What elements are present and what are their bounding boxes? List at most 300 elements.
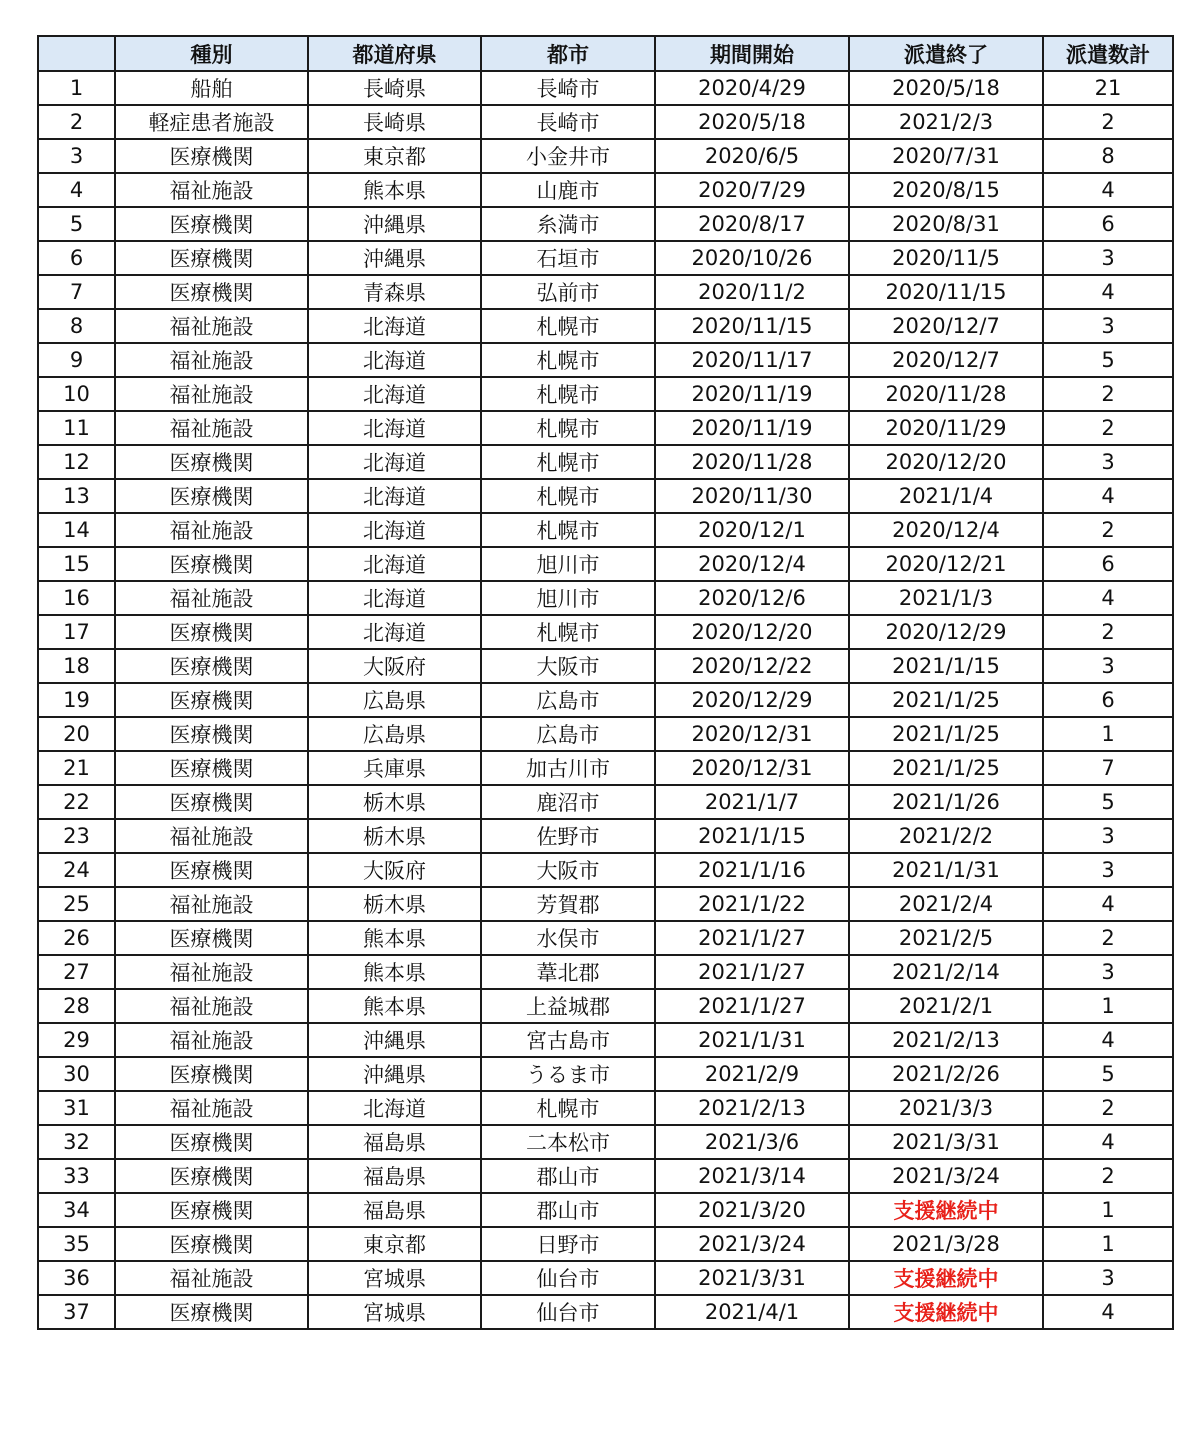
prefecture: 沖縄県 [308, 207, 481, 241]
row-number: 12 [38, 445, 115, 479]
start-date: 2020/11/19 [655, 377, 849, 411]
row-number: 13 [38, 479, 115, 513]
city: 日野市 [481, 1227, 655, 1261]
city: 石垣市 [481, 241, 655, 275]
start-date: 2020/12/4 [655, 547, 849, 581]
row-number: 10 [38, 377, 115, 411]
prefecture: 沖縄県 [308, 1023, 481, 1057]
facility-type: 医療機関 [115, 615, 308, 649]
dispatch-count: 6 [1043, 207, 1173, 241]
row-number: 14 [38, 513, 115, 547]
dispatch-count: 2 [1043, 513, 1173, 547]
prefecture: 大阪府 [308, 649, 481, 683]
row-number: 5 [38, 207, 115, 241]
table-row [38, 411, 1173, 445]
table-row [38, 989, 1173, 1023]
city: 郡山市 [481, 1159, 655, 1193]
table-row [38, 853, 1173, 887]
dispatch-count: 2 [1043, 1091, 1173, 1125]
start-date: 2020/11/2 [655, 275, 849, 309]
row-number: 34 [38, 1193, 115, 1227]
facility-type: 福祉施設 [115, 411, 308, 445]
row-number: 8 [38, 309, 115, 343]
table-row [38, 71, 1173, 105]
city: 大阪市 [481, 649, 655, 683]
table-row [38, 1125, 1173, 1159]
end-date: 2021/1/15 [849, 649, 1043, 683]
city: 旭川市 [481, 581, 655, 615]
dispatch-count: 2 [1043, 615, 1173, 649]
table-row [38, 207, 1173, 241]
end-date: 2020/11/15 [849, 275, 1043, 309]
city: 上益城郡 [481, 989, 655, 1023]
start-date: 2021/3/24 [655, 1227, 849, 1261]
row-number: 2 [38, 105, 115, 139]
prefecture: 北海道 [308, 581, 481, 615]
city: 葦北郡 [481, 955, 655, 989]
end-date: 2021/1/26 [849, 785, 1043, 819]
end-date: 2021/2/3 [849, 105, 1043, 139]
dispatch-count: 2 [1043, 411, 1173, 445]
prefecture: 沖縄県 [308, 1057, 481, 1091]
end-date: 支援継続中 [849, 1261, 1043, 1295]
start-date: 2020/12/22 [655, 649, 849, 683]
start-date: 2020/11/28 [655, 445, 849, 479]
facility-type: 福祉施設 [115, 377, 308, 411]
start-date: 2020/11/17 [655, 343, 849, 377]
prefecture: 兵庫県 [308, 751, 481, 785]
start-date: 2021/1/27 [655, 989, 849, 1023]
end-date: 2021/2/13 [849, 1023, 1043, 1057]
dispatch-count: 4 [1043, 1295, 1173, 1329]
row-number: 3 [38, 139, 115, 173]
table-row [38, 683, 1173, 717]
end-date: 2020/12/7 [849, 309, 1043, 343]
start-date: 2021/1/22 [655, 887, 849, 921]
dispatch-count: 4 [1043, 275, 1173, 309]
end-date: 2021/1/25 [849, 751, 1043, 785]
end-date: 2020/12/7 [849, 343, 1043, 377]
dispatch-count: 4 [1043, 1023, 1173, 1057]
start-date: 2020/12/20 [655, 615, 849, 649]
start-date: 2021/3/31 [655, 1261, 849, 1295]
table-body [38, 71, 1173, 1329]
prefecture: 北海道 [308, 309, 481, 343]
table-row [38, 1159, 1173, 1193]
city: 旭川市 [481, 547, 655, 581]
prefecture: 熊本県 [308, 921, 481, 955]
table-row [38, 479, 1173, 513]
facility-type: 福祉施設 [115, 955, 308, 989]
dispatch-count: 6 [1043, 683, 1173, 717]
city: 長崎市 [481, 71, 655, 105]
dispatch-count: 21 [1043, 71, 1173, 105]
prefecture: 長崎県 [308, 105, 481, 139]
dispatch-count: 5 [1043, 785, 1173, 819]
city: 札幌市 [481, 343, 655, 377]
table-row [38, 173, 1173, 207]
table-row [38, 309, 1173, 343]
facility-type: 医療機関 [115, 241, 308, 275]
table-row [38, 1023, 1173, 1057]
facility-type: 船舶 [115, 71, 308, 105]
prefecture: 東京都 [308, 1227, 481, 1261]
facility-type: 医療機関 [115, 921, 308, 955]
city: 札幌市 [481, 615, 655, 649]
city: 札幌市 [481, 479, 655, 513]
prefecture: 栃木県 [308, 887, 481, 921]
facility-type: 医療機関 [115, 1295, 308, 1329]
prefecture: 福島県 [308, 1193, 481, 1227]
dispatch-count: 7 [1043, 751, 1173, 785]
end-date: 2021/2/5 [849, 921, 1043, 955]
end-date: 支援継続中 [849, 1295, 1043, 1329]
table-row [38, 649, 1173, 683]
start-date: 2021/2/9 [655, 1057, 849, 1091]
end-date: 2020/8/15 [849, 173, 1043, 207]
facility-type: 医療機関 [115, 1125, 308, 1159]
prefecture: 北海道 [308, 411, 481, 445]
row-number: 15 [38, 547, 115, 581]
facility-type: 医療機関 [115, 853, 308, 887]
facility-type: 医療機関 [115, 1227, 308, 1261]
start-date: 2020/12/31 [655, 717, 849, 751]
start-date: 2020/6/5 [655, 139, 849, 173]
facility-type: 医療機関 [115, 445, 308, 479]
start-date: 2020/7/29 [655, 173, 849, 207]
header-city: 都市 [481, 36, 655, 71]
prefecture: 広島県 [308, 683, 481, 717]
table-row [38, 1295, 1173, 1329]
dispatch-table [37, 35, 1174, 1330]
start-date: 2020/12/6 [655, 581, 849, 615]
row-number: 35 [38, 1227, 115, 1261]
city: 長崎市 [481, 105, 655, 139]
row-number: 25 [38, 887, 115, 921]
dispatch-count: 1 [1043, 1227, 1173, 1261]
city: 仙台市 [481, 1261, 655, 1295]
row-number: 19 [38, 683, 115, 717]
end-date: 2020/12/21 [849, 547, 1043, 581]
start-date: 2020/12/29 [655, 683, 849, 717]
city: 小金井市 [481, 139, 655, 173]
end-date: 2021/2/26 [849, 1057, 1043, 1091]
end-date: 2020/7/31 [849, 139, 1043, 173]
row-number: 16 [38, 581, 115, 615]
facility-type: 医療機関 [115, 1193, 308, 1227]
dispatch-count: 2 [1043, 921, 1173, 955]
facility-type: 医療機関 [115, 275, 308, 309]
dispatch-count: 3 [1043, 955, 1173, 989]
city: 宮古島市 [481, 1023, 655, 1057]
header-dispatch-count: 派遣数計 [1043, 36, 1173, 71]
end-date: 2021/1/25 [849, 683, 1043, 717]
dispatch-count: 3 [1043, 445, 1173, 479]
start-date: 2021/2/13 [655, 1091, 849, 1125]
city: 札幌市 [481, 513, 655, 547]
row-number: 28 [38, 989, 115, 1023]
header-end-date: 派遣終了 [849, 36, 1043, 71]
row-number: 24 [38, 853, 115, 887]
facility-type: 福祉施設 [115, 343, 308, 377]
table-row [38, 921, 1173, 955]
end-date: 2021/1/31 [849, 853, 1043, 887]
facility-type: 福祉施設 [115, 513, 308, 547]
prefecture: 沖縄県 [308, 241, 481, 275]
end-date: 2020/11/28 [849, 377, 1043, 411]
row-number: 20 [38, 717, 115, 751]
start-date: 2020/4/29 [655, 71, 849, 105]
facility-type: 福祉施設 [115, 1261, 308, 1295]
header-start-date: 期間開始 [655, 36, 849, 71]
row-number: 18 [38, 649, 115, 683]
row-number: 33 [38, 1159, 115, 1193]
facility-type: 福祉施設 [115, 173, 308, 207]
start-date: 2020/11/30 [655, 479, 849, 513]
prefecture: 長崎県 [308, 71, 481, 105]
table-row [38, 887, 1173, 921]
row-number: 22 [38, 785, 115, 819]
facility-type: 医療機関 [115, 479, 308, 513]
facility-type: 医療機関 [115, 1159, 308, 1193]
end-date: 2020/11/29 [849, 411, 1043, 445]
row-number: 27 [38, 955, 115, 989]
dispatch-count: 1 [1043, 717, 1173, 751]
table-row [38, 1057, 1173, 1091]
city: 札幌市 [481, 1091, 655, 1125]
start-date: 2021/1/15 [655, 819, 849, 853]
dispatch-count: 2 [1043, 105, 1173, 139]
row-number: 23 [38, 819, 115, 853]
prefecture: 北海道 [308, 343, 481, 377]
table-row [38, 819, 1173, 853]
facility-type: 福祉施設 [115, 887, 308, 921]
facility-type: 福祉施設 [115, 309, 308, 343]
city: 郡山市 [481, 1193, 655, 1227]
prefecture: 熊本県 [308, 955, 481, 989]
prefecture: 熊本県 [308, 989, 481, 1023]
prefecture: 北海道 [308, 547, 481, 581]
table-row [38, 445, 1173, 479]
city: 二本松市 [481, 1125, 655, 1159]
end-date: 2020/5/18 [849, 71, 1043, 105]
facility-type: 福祉施設 [115, 989, 308, 1023]
facility-type: 医療機関 [115, 1057, 308, 1091]
city: 水俣市 [481, 921, 655, 955]
prefecture: 栃木県 [308, 785, 481, 819]
table-row [38, 513, 1173, 547]
facility-type: 医療機関 [115, 139, 308, 173]
city: 広島市 [481, 683, 655, 717]
start-date: 2020/11/19 [655, 411, 849, 445]
dispatch-count: 4 [1043, 1125, 1173, 1159]
row-number: 36 [38, 1261, 115, 1295]
end-date: 2020/12/4 [849, 513, 1043, 547]
row-number: 31 [38, 1091, 115, 1125]
dispatch-count: 3 [1043, 241, 1173, 275]
start-date: 2021/1/16 [655, 853, 849, 887]
dispatch-count: 8 [1043, 139, 1173, 173]
city: 大阪市 [481, 853, 655, 887]
start-date: 2021/1/27 [655, 921, 849, 955]
table-row [38, 275, 1173, 309]
header-row [38, 36, 1173, 71]
row-number: 26 [38, 921, 115, 955]
end-date: 2020/12/20 [849, 445, 1043, 479]
city: うるま市 [481, 1057, 655, 1091]
dispatch-count: 1 [1043, 989, 1173, 1023]
dispatch-count: 3 [1043, 853, 1173, 887]
prefecture: 北海道 [308, 479, 481, 513]
dispatch-count: 4 [1043, 479, 1173, 513]
city: 芳賀郡 [481, 887, 655, 921]
end-date: 2020/8/31 [849, 207, 1043, 241]
dispatch-count: 2 [1043, 1159, 1173, 1193]
row-number: 1 [38, 71, 115, 105]
city: 札幌市 [481, 309, 655, 343]
prefecture: 福島県 [308, 1159, 481, 1193]
dispatch-count: 5 [1043, 1057, 1173, 1091]
table-row [38, 717, 1173, 751]
table-row [38, 547, 1173, 581]
dispatch-count: 3 [1043, 1261, 1173, 1295]
start-date: 2021/1/7 [655, 785, 849, 819]
prefecture: 熊本県 [308, 173, 481, 207]
facility-type: 福祉施設 [115, 581, 308, 615]
dispatch-count: 2 [1043, 377, 1173, 411]
table-row [38, 139, 1173, 173]
end-date: 2021/3/31 [849, 1125, 1043, 1159]
start-date: 2020/12/31 [655, 751, 849, 785]
city: 糸満市 [481, 207, 655, 241]
end-date: 2021/1/3 [849, 581, 1043, 615]
prefecture: 北海道 [308, 445, 481, 479]
city: 鹿沼市 [481, 785, 655, 819]
row-number: 32 [38, 1125, 115, 1159]
city: 山鹿市 [481, 173, 655, 207]
prefecture: 北海道 [308, 1091, 481, 1125]
end-date: 2021/2/14 [849, 955, 1043, 989]
facility-type: 福祉施設 [115, 1023, 308, 1057]
dispatch-count: 3 [1043, 309, 1173, 343]
row-number: 17 [38, 615, 115, 649]
start-date: 2021/1/27 [655, 955, 849, 989]
table-row [38, 377, 1173, 411]
start-date: 2020/8/17 [655, 207, 849, 241]
header-type: 種別 [115, 36, 308, 71]
table-row [38, 955, 1173, 989]
prefecture: 東京都 [308, 139, 481, 173]
facility-type: 医療機関 [115, 547, 308, 581]
end-date: 2020/12/29 [849, 615, 1043, 649]
prefecture: 広島県 [308, 717, 481, 751]
dispatch-count: 4 [1043, 173, 1173, 207]
dispatch-count: 4 [1043, 887, 1173, 921]
row-number: 11 [38, 411, 115, 445]
table-row [38, 1193, 1173, 1227]
prefecture: 宮城県 [308, 1295, 481, 1329]
header-number [38, 36, 115, 71]
row-number: 4 [38, 173, 115, 207]
start-date: 2021/3/20 [655, 1193, 849, 1227]
facility-type: 福祉施設 [115, 819, 308, 853]
prefecture: 北海道 [308, 377, 481, 411]
facility-type: 医療機関 [115, 207, 308, 241]
prefecture: 大阪府 [308, 853, 481, 887]
dispatch-count: 1 [1043, 1193, 1173, 1227]
facility-type: 軽症患者施設 [115, 105, 308, 139]
prefecture: 栃木県 [308, 819, 481, 853]
facility-type: 医療機関 [115, 649, 308, 683]
prefecture: 青森県 [308, 275, 481, 309]
table-row [38, 615, 1173, 649]
end-date: 2021/3/28 [849, 1227, 1043, 1261]
city: 仙台市 [481, 1295, 655, 1329]
row-number: 7 [38, 275, 115, 309]
start-date: 2020/5/18 [655, 105, 849, 139]
city: 札幌市 [481, 445, 655, 479]
facility-type: 医療機関 [115, 785, 308, 819]
end-date: 支援継続中 [849, 1193, 1043, 1227]
row-number: 9 [38, 343, 115, 377]
table-row [38, 751, 1173, 785]
table-row [38, 343, 1173, 377]
facility-type: 福祉施設 [115, 1091, 308, 1125]
start-date: 2020/11/15 [655, 309, 849, 343]
start-date: 2020/12/1 [655, 513, 849, 547]
dispatch-count: 3 [1043, 649, 1173, 683]
end-date: 2021/2/1 [849, 989, 1043, 1023]
end-date: 2021/2/2 [849, 819, 1043, 853]
dispatch-count: 3 [1043, 819, 1173, 853]
facility-type: 医療機関 [115, 717, 308, 751]
city: 弘前市 [481, 275, 655, 309]
row-number: 37 [38, 1295, 115, 1329]
end-date: 2020/11/5 [849, 241, 1043, 275]
table-row [38, 241, 1173, 275]
table-row [38, 105, 1173, 139]
facility-type: 医療機関 [115, 683, 308, 717]
start-date: 2021/1/31 [655, 1023, 849, 1057]
end-date: 2021/1/4 [849, 479, 1043, 513]
city: 加古川市 [481, 751, 655, 785]
city: 札幌市 [481, 411, 655, 445]
row-number: 6 [38, 241, 115, 275]
end-date: 2021/1/25 [849, 717, 1043, 751]
dispatch-count: 5 [1043, 343, 1173, 377]
city: 札幌市 [481, 377, 655, 411]
table-row [38, 1091, 1173, 1125]
start-date: 2021/4/1 [655, 1295, 849, 1329]
row-number: 30 [38, 1057, 115, 1091]
end-date: 2021/3/3 [849, 1091, 1043, 1125]
start-date: 2021/3/6 [655, 1125, 849, 1159]
row-number: 29 [38, 1023, 115, 1057]
table-row [38, 581, 1173, 615]
facility-type: 医療機関 [115, 751, 308, 785]
table-header [38, 36, 1173, 71]
prefecture: 宮城県 [308, 1261, 481, 1295]
prefecture: 北海道 [308, 513, 481, 547]
end-date: 2021/2/4 [849, 887, 1043, 921]
dispatch-count: 4 [1043, 581, 1173, 615]
prefecture: 福島県 [308, 1125, 481, 1159]
prefecture: 北海道 [308, 615, 481, 649]
start-date: 2020/10/26 [655, 241, 849, 275]
start-date: 2021/3/14 [655, 1159, 849, 1193]
city: 佐野市 [481, 819, 655, 853]
row-number: 21 [38, 751, 115, 785]
